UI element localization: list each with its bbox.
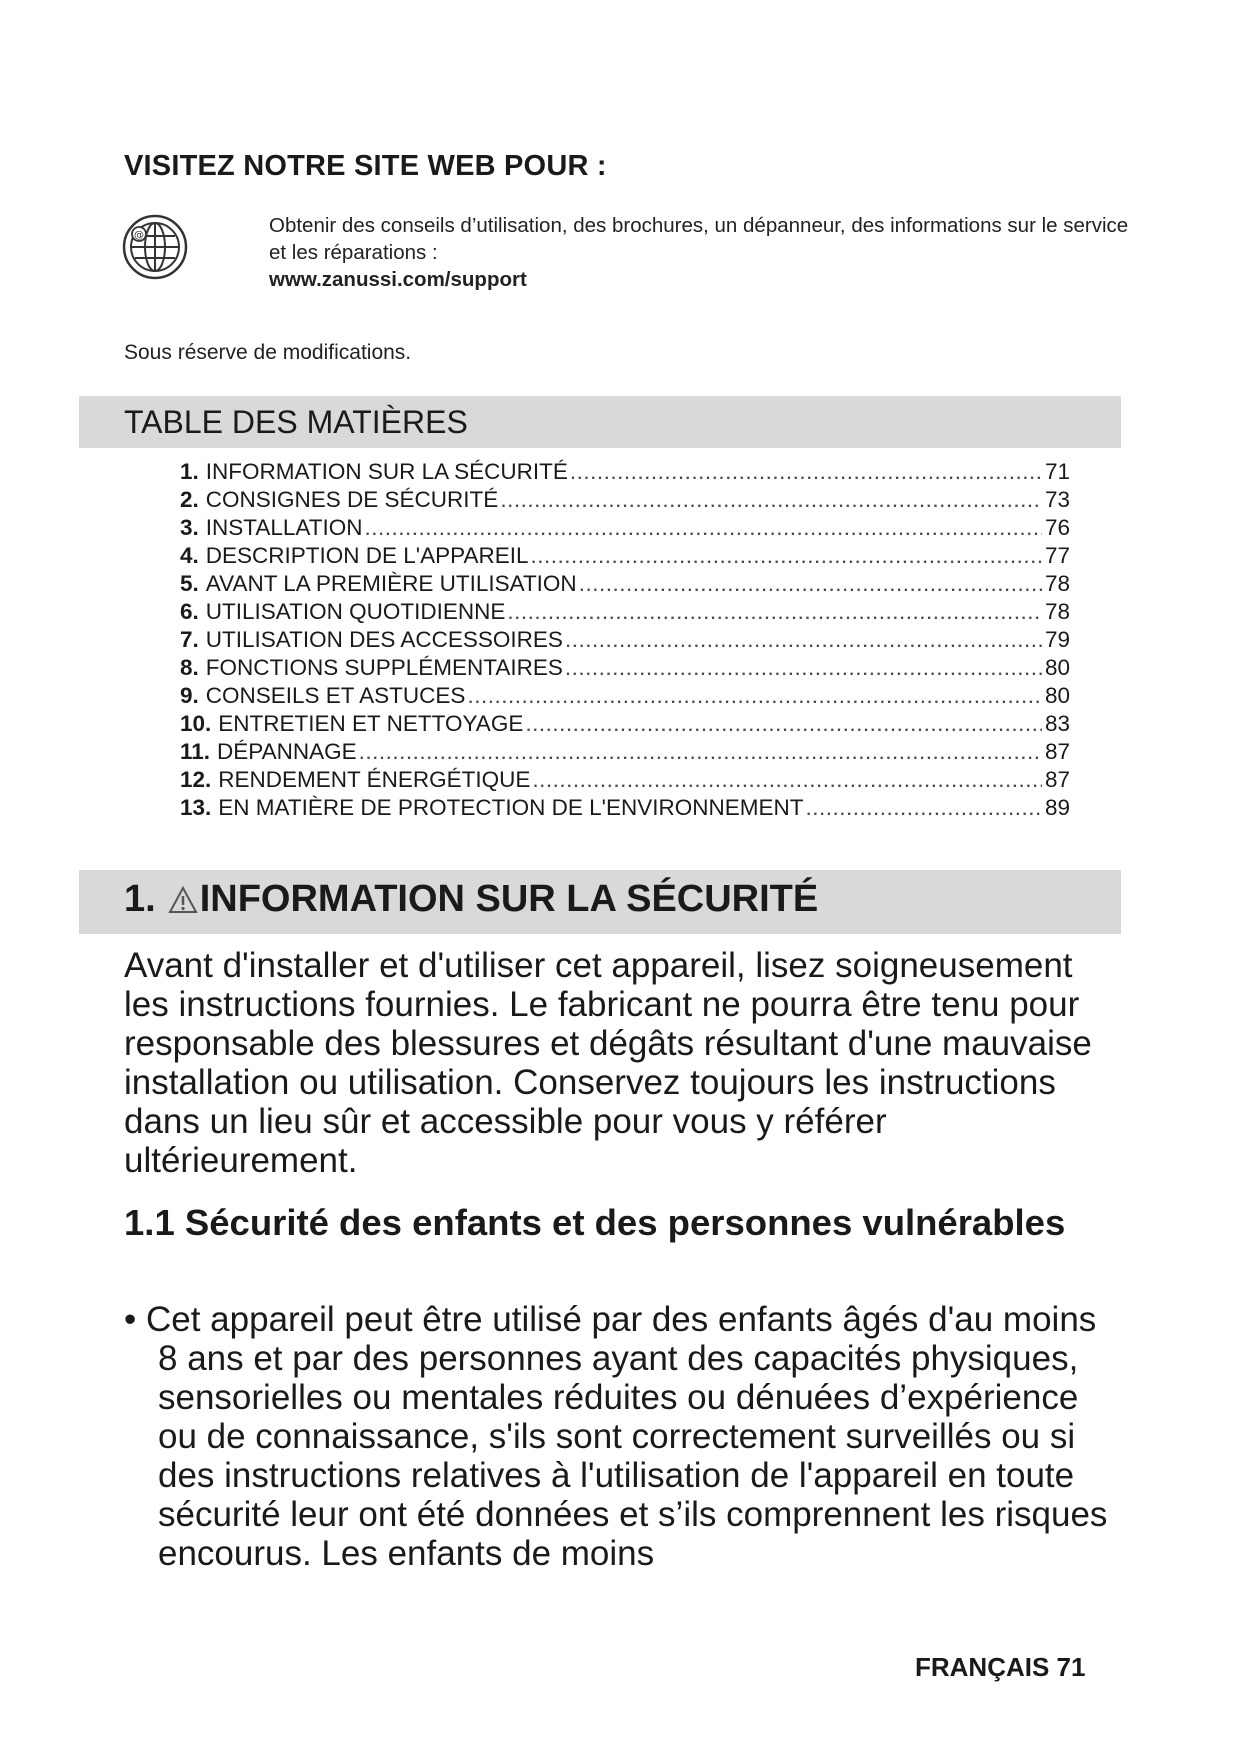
svg-text:@: @ — [134, 230, 144, 241]
toc-leader-dots — [364, 514, 1042, 542]
toc-item[interactable] — [180, 682, 1070, 710]
toc-item[interactable] — [180, 626, 1070, 654]
toc-item-page: 87 — [1044, 767, 1070, 792]
toc-item-number: 10. — [180, 711, 212, 736]
toc-item-number: 3. — [180, 515, 199, 540]
toc-item-page: 79 — [1044, 627, 1070, 652]
toc-item[interactable] — [180, 766, 1070, 794]
toc-item[interactable] — [180, 738, 1070, 766]
toc-item[interactable] — [180, 710, 1070, 738]
visit-heading: VISITEZ NOTRE SITE WEB POUR : — [124, 150, 607, 182]
toc-item[interactable] — [180, 486, 1070, 514]
toc-item-label: INSTALLATION — [205, 515, 363, 540]
toc-item-number: 8. — [180, 655, 199, 680]
toc-item[interactable] — [180, 458, 1070, 486]
toc-leader-dots — [565, 626, 1042, 654]
toc-item-page: 83 — [1044, 711, 1070, 736]
toc-item-page: 87 — [1044, 739, 1070, 764]
toc-item-page: 76 — [1044, 515, 1070, 540]
toc-list — [180, 458, 1070, 822]
toc-leader-dots — [525, 710, 1042, 738]
toc-leader-dots — [359, 738, 1042, 766]
section-1-title — [124, 878, 818, 921]
toc-item-label: EN MATIÈRE DE PROTECTION DE L'ENVIRONNEMENT — [218, 795, 804, 820]
toc-item[interactable] — [180, 654, 1070, 682]
toc-item-label: RENDEMENT ÉNERGÉTIQUE — [218, 767, 531, 792]
toc-leader-dots — [805, 794, 1042, 822]
toc-item-label: AVANT LA PREMIÈRE UTILISATION — [205, 571, 577, 596]
toc-item-page: 80 — [1044, 655, 1070, 680]
toc-item-label: FONCTIONS SUPPLÉMENTAIRES — [205, 655, 563, 680]
intro-paragraph: Avant d'installer et d'utiliser cet appareil, lisez soigneusement les instructions fournies. Le fabricant ne pourra être tenu pour responsable des blessures et dégâts résultant d'une mauvaise installation ou utilisation. Conservez toujours les instructions dans un lieu sûr et accessible pour vous y référer ultérieurement. — [124, 946, 1092, 1180]
toc-item-label: DÉPANNAGE — [217, 739, 357, 764]
toc-item-page: 80 — [1044, 683, 1070, 708]
toc-leader-dots — [579, 570, 1042, 598]
toc-item-number: 5. — [180, 571, 199, 596]
section-title-text: INFORMATION SUR LA SÉCURITÉ — [199, 878, 819, 920]
section-1-1-title: 1.1 Sécurité des enfants et des personnes vulnérables — [124, 1202, 1066, 1243]
toc-leader-dots — [565, 654, 1042, 682]
bullet-paragraph: • Cet appareil peut être utilisé par des enfants âgés d'au moins 8 ans et par des personnes ayant des capacités physiques, sensorielles ou mentales réduites ou dénuées d’expérience ou de connaissance, s'ils sont correctement surveillés ou si des instructions relatives à l'utilisation de l'appareil en toute sécurité leur ont été données et s’ils comprennent les risques encourus. Les enfants de moins — [124, 1300, 1108, 1573]
toc-item[interactable] — [180, 598, 1070, 626]
toc-leader-dots — [467, 682, 1042, 710]
toc-item[interactable] — [180, 794, 1070, 822]
toc-leader-dots — [530, 542, 1041, 570]
page-footer: FRANÇAIS 71 — [915, 1652, 1086, 1682]
section-number: 1. — [124, 878, 156, 920]
toc-item-number: 9. — [180, 683, 199, 708]
toc-item-label: DESCRIPTION DE L'APPAREIL — [205, 543, 529, 568]
toc-item-number: 4. — [180, 543, 199, 568]
toc-item-label: CONSIGNES DE SÉCURITÉ — [205, 487, 499, 512]
toc-item-label: ENTRETIEN ET NETTOYAGE — [218, 711, 524, 736]
toc-item-number: 13. — [180, 795, 212, 820]
toc-item-number: 12. — [180, 767, 212, 792]
warning-icon — [168, 885, 198, 915]
reserve-note: Sous réserve de modifications. — [124, 341, 412, 364]
toc-item-number: 2. — [180, 487, 199, 512]
toc-item-page: 73 — [1044, 487, 1070, 512]
toc-item-page: 89 — [1044, 795, 1070, 820]
toc-leader-dots — [507, 598, 1042, 626]
globe-icon — [122, 214, 188, 280]
toc-item-page: 71 — [1044, 459, 1070, 484]
toc-item-number: 7. — [180, 627, 199, 652]
toc-item-number: 6. — [180, 599, 199, 624]
toc-item-label: CONSEILS ET ASTUCES — [205, 683, 466, 708]
toc-leader-dots — [500, 486, 1042, 514]
toc-leader-dots — [532, 766, 1042, 794]
toc-item-page: 78 — [1044, 599, 1070, 624]
toc-item[interactable] — [180, 542, 1070, 570]
visit-text: Obtenir des conseils d’utilisation, des brochures, un dépanneur, des informations sur le service et les réparations : — [269, 214, 1129, 264]
support-link[interactable]: www.zanussi.com/support — [269, 268, 527, 291]
toc-item[interactable] — [180, 570, 1070, 598]
toc-item-number: 11. — [180, 739, 211, 764]
toc-item-label: UTILISATION QUOTIDIENNE — [205, 599, 506, 624]
toc-item-label: INFORMATION SUR LA SÉCURITÉ — [205, 459, 568, 484]
toc-item-page: 77 — [1044, 543, 1070, 568]
toc-title: TABLE DES MATIÈRES — [124, 404, 468, 440]
toc-item-number: 1. — [180, 459, 199, 484]
visit-description — [269, 212, 1129, 293]
toc-leader-dots — [570, 458, 1042, 486]
toc-item-page: 78 — [1044, 571, 1070, 596]
toc-item[interactable] — [180, 514, 1070, 542]
toc-item-label: UTILISATION DES ACCESSOIRES — [205, 627, 563, 652]
